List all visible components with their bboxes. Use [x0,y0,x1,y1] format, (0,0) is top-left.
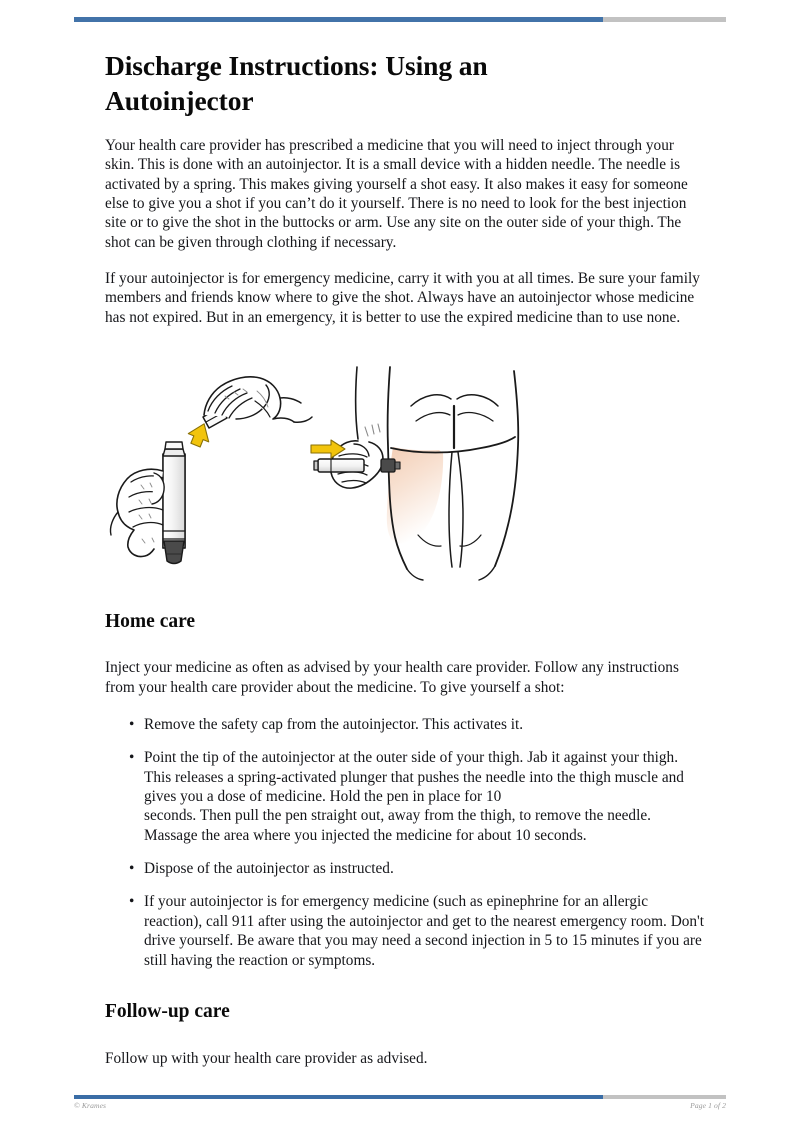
autoinjector-pen-horizontal [314,459,400,472]
home-care-heading: Home care [105,611,196,633]
follow-up-care-text: Follow up with your health care provider as advised. [105,1050,428,1068]
header-rule [74,17,726,22]
list-item [105,748,705,845]
list-item [105,859,705,878]
bullet-icon: • [129,749,135,767]
list-item-text: Point the tip of the autoinjector at the outer side of your thigh. Jab it against your thigh. This releases a spring-activated plunger that pushes the needle into the thigh muscle and gives you a dose of medicine. Hold the pen in place for 10 [144,749,684,806]
intro-paragraph-1: Your health care provider has prescribed a medicine that you will need to inject through your skin. This is done with an autoinjector. It is a small device with a hidden needle. The needle is activated by a spring. This makes giving yourself a shot easy. It also makes it easy for someone else to give you a shot if you can’t do it yourself. There is no need to look for the best injection site or to give the shot in the buttocks or arm. Use any site on the outer side of your thigh. The shot can be given through clothing if necessary. [105,136,688,251]
footer-rule-blue-segment [74,1095,603,1099]
header-rule-gray-segment [603,17,726,22]
document-content [105,48,705,1069]
lower-hand-gripping-pen [110,469,164,556]
removing-safety-cap-illustration [110,377,312,564]
injecting-outer-thigh-illustration [311,367,518,580]
footer-page-number: Page 1 of 2 [690,1101,726,1110]
list-item-text: Remove the safety cap from the autoinjector. This activates it. [144,716,524,734]
list-item [105,892,705,969]
autoinjector-illustration [105,349,545,581]
spacer [105,252,705,269]
bullet-icon: • [129,860,135,878]
intro-paragraph-2: If your autoinjector is for emergency medicine, carry it with you at all times. Be sure your family members and friends know where to give the shot. Always have an autoinjector whose medicine has not expired. But in an emergency, it is better to use the expired medicine than to use none. [105,270,700,326]
list-item-text-continuation: seconds. Then pull the pen straight out, away from the thigh, to remove the needle. Massage the area where you injected the medicine for about 10 seconds. [144,807,651,844]
list-item [105,715,705,734]
list-item-text: If your autoinjector is for emergency medicine (such as epinephrine for an allergic reaction), call 911 after using the autoinjector and get to the nearest emergency room. Don't drive yourself. Be aware that you may need a second injection in 5 to 15 minutes if you are still having the reaction or symptoms. [144,893,705,969]
home-care-intro: Inject your medicine as often as advised by your health care provider. Follow any instructions from your health care provider about the medicine. To give yourself a shot: [105,659,679,696]
footer-rule-gray-segment [603,1095,726,1099]
home-care-bullet-list [105,715,705,970]
follow-up-care-heading: Follow-up care [105,1000,230,1022]
footer-rule [74,1095,726,1099]
footer-copyright: © Krames [74,1101,107,1110]
bullet-icon: • [129,716,135,734]
page-title: Discharge Instructions: Using an Autoinjector [105,50,488,117]
header-rule-blue-segment [74,17,603,22]
illustration-svg [105,349,545,581]
bullet-icon: • [129,893,135,911]
upper-hand-pulling-cap [204,377,312,422]
autoinjector-pen-vertical [163,442,185,564]
list-item-text: Dispose of the autoinjector as instructed. [144,860,394,878]
